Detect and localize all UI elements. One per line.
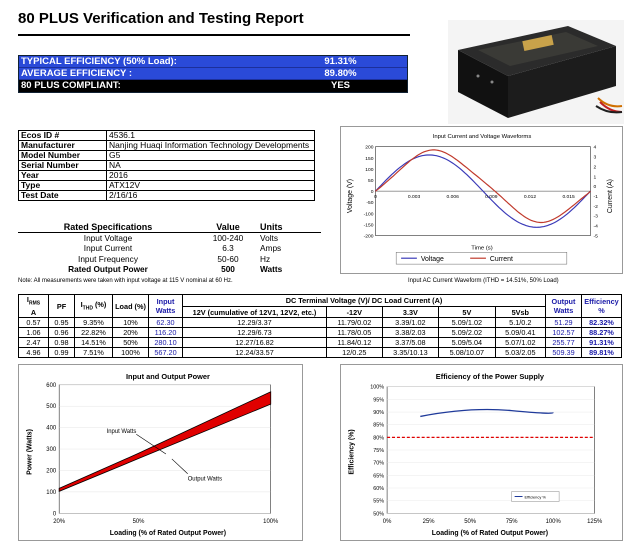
- info-key: Test Date: [19, 191, 107, 201]
- info-row: [19, 151, 315, 161]
- info-key: Manufacturer: [19, 141, 107, 151]
- spec-row: [18, 233, 321, 244]
- waveform-x-label: Time (s): [471, 245, 493, 252]
- measurement-note: Note: All measurements were taken with input voltage at 115 V nominal at 60 Hz.: [18, 278, 233, 284]
- efficiency-y-label: Efficiency (%): [348, 429, 356, 475]
- pf-header: PF: [49, 295, 75, 318]
- spec-header-name: Rated Specifications: [18, 222, 198, 233]
- time-axis-ticks: [374, 194, 575, 200]
- power-x-tick: 20%: [53, 519, 66, 526]
- output-watts-pointer: [172, 459, 188, 474]
- input-watts-header: Input Watts: [149, 295, 183, 318]
- title-divider: [18, 34, 410, 36]
- power-y-tick: 400: [46, 425, 57, 432]
- waveform-y-tick: -200: [363, 234, 374, 240]
- irms-header: $I_{RMS}$ A: [19, 295, 49, 318]
- waveform-x-tick: 0.009: [485, 195, 498, 201]
- info-key: Model Number: [19, 151, 107, 161]
- table-row: 1.06 0.96 22.82% 20% 116.20 12.29/6.73 11.78/0.05 3.38/2.03 5.09/2.02 5.09/0.41 102.57 88.27%: [19, 328, 622, 338]
- info-row: [19, 181, 315, 191]
- waveform-y2-label: Current (A): [607, 179, 615, 214]
- waveform-chart: [340, 126, 623, 274]
- waveform-y2-tick: -3: [593, 214, 598, 220]
- spec-value: 100-240: [212, 233, 244, 243]
- waveform-y-tick: 150: [365, 156, 374, 162]
- power-x-ticks: [53, 519, 279, 525]
- voltage-axis-ticks: [364, 145, 374, 240]
- spec-value: 50-60: [217, 253, 239, 264]
- dc-header-row-1: [19, 295, 622, 307]
- efficiency-y-tick: 90%: [373, 410, 385, 417]
- waveform-x-tick: 0.015: [562, 195, 575, 201]
- efficiency-legend-label: Efficiency %: [524, 494, 546, 500]
- compliance-label: 80 PLUS COMPLIANT:: [21, 80, 121, 91]
- power-y-tick: 100: [46, 489, 57, 496]
- spec-name: Input Frequency: [78, 253, 138, 264]
- spec-row: [18, 264, 321, 275]
- efficiency-x-label: Loading (% of Rated Output Power): [431, 530, 549, 538]
- efficiency-y-tick: 55%: [373, 498, 385, 505]
- info-value: G5: [107, 151, 315, 161]
- v5-header: 5V: [439, 306, 495, 318]
- load-header: Load (%): [113, 295, 149, 318]
- efficiency-y-tick: 95%: [373, 397, 385, 404]
- info-value: 2/16/16: [107, 191, 315, 201]
- output-watts-annotation: Output Watts: [187, 476, 223, 483]
- waveform-x-tick: 0.012: [523, 195, 537, 201]
- table-row: 4.96 0.99 7.51% 100% 567.20 12.24/33.57 12/0.25 3.35/10.13 5.08/10.07 5.03/2.05 509.39 89.81%: [19, 348, 622, 358]
- input-watts-annotation: Input Watts: [106, 429, 137, 436]
- typical-efficiency-label: TYPICAL EFFICIENCY (50% Load):: [21, 56, 177, 67]
- waveform-y2-tick: -4: [593, 224, 598, 230]
- info-value: NA: [107, 161, 315, 171]
- efficiency-y-tick: 100%: [370, 384, 385, 391]
- v33-header: 3.3V: [382, 306, 438, 318]
- info-value: ATX12V: [107, 181, 315, 191]
- efficiency-y-ticks: [370, 385, 384, 518]
- efficiency-y-tick: 80%: [373, 435, 385, 442]
- spec-name: Input Voltage: [83, 233, 133, 243]
- ithd-header: $I_{THD}$ (%): [75, 295, 113, 318]
- info-key: Ecos ID #: [19, 131, 107, 141]
- waveform-y2-tick: 1: [593, 175, 597, 181]
- waveform-y-tick: 50: [367, 178, 374, 184]
- spec-row: [18, 254, 321, 265]
- efficiency-y-tick: 60%: [373, 485, 385, 492]
- waveform-y2-tick: 4: [593, 145, 597, 151]
- waveform-y-tick: -150: [363, 223, 374, 229]
- power-chart-grid: [59, 385, 271, 514]
- waveform-x-tick: 0.006: [446, 195, 459, 201]
- waveform-y2-tick: -1: [593, 195, 598, 201]
- waveform-y2-tick: 3: [593, 155, 597, 161]
- current-legend-label: Current: [489, 256, 513, 264]
- power-y-tick: 600: [46, 382, 57, 389]
- spec-name: Input Current: [83, 243, 133, 254]
- vm12-header: -12V: [327, 306, 383, 318]
- page-title: 80 PLUS Verification and Testing Report: [18, 10, 304, 27]
- power-y-tick: 300: [46, 447, 57, 454]
- waveform-x-tick: 0.003: [407, 195, 421, 201]
- spec-header-value: Value: [198, 222, 258, 233]
- efficiency-chart: [340, 364, 623, 541]
- efficiency-header: Efficiency %: [582, 295, 622, 318]
- power-chart-title: Input and Output Power: [125, 371, 210, 381]
- efficiency-x-tick: 0%: [382, 519, 392, 526]
- power-x-label: Loading (% of Rated Output Power): [109, 530, 227, 538]
- spec-value: 6.3: [222, 243, 234, 254]
- current-axis-ticks: [593, 145, 598, 240]
- waveform-y2-tick: 0: [593, 185, 597, 191]
- spec-unit: Hz: [260, 253, 271, 264]
- info-row: [19, 191, 315, 201]
- efficiency-series-line: [420, 410, 553, 417]
- spec-row: [18, 243, 321, 254]
- v5sb-header: 5Vsb: [495, 306, 545, 318]
- waveform-y-tick: 200: [365, 145, 374, 151]
- efficiency-y-tick: 50%: [373, 511, 385, 518]
- average-efficiency-row: [19, 68, 407, 80]
- dc-load-table: [18, 294, 622, 358]
- power-y-tick: 500: [46, 404, 57, 411]
- info-key: Year: [19, 171, 107, 181]
- info-key: Type: [19, 181, 107, 191]
- waveform-caption: Input AC Current Waveform (ITHD = 14.51%, 50% Load): [408, 278, 559, 284]
- compliance-row: [19, 80, 407, 92]
- power-x-tick: 50%: [132, 519, 145, 526]
- waveform-y-tick: -50: [366, 201, 374, 207]
- spec-header-row: [18, 222, 321, 233]
- spec-unit: Volts: [260, 233, 278, 243]
- unit-info-table: [18, 130, 315, 201]
- spec-header-units: Units: [258, 222, 321, 233]
- efficiency-x-tick: 25%: [422, 519, 435, 526]
- input-output-power-chart: [18, 364, 303, 541]
- waveform-y-tick: 0: [370, 190, 374, 196]
- info-value: Nanjing Huaqi Information Technology Developments: [107, 141, 315, 151]
- info-key: Serial Number: [19, 161, 107, 171]
- efficiency-y-tick: 70%: [373, 460, 385, 467]
- spec-value: 500: [221, 264, 235, 275]
- power-y-label: Power (Watts): [26, 429, 34, 475]
- voltage-legend-label: Voltage: [420, 256, 444, 264]
- info-row: [19, 141, 315, 151]
- power-y-tick: 200: [46, 468, 57, 475]
- efficiency-x-tick: 100%: [545, 519, 561, 526]
- average-efficiency-label: AVERAGE EFFICIENCY :: [21, 68, 133, 79]
- info-value: 2016: [107, 171, 315, 181]
- rated-specifications-table: [18, 222, 321, 275]
- waveform-y-tick: 100: [365, 167, 374, 173]
- efficiency-x-ticks: [383, 519, 603, 525]
- power-y-ticks: [46, 383, 57, 518]
- info-row: [19, 131, 315, 141]
- info-row: [19, 161, 315, 171]
- efficiency-chart-grid: [387, 387, 595, 514]
- typical-efficiency-value: 91.31%: [324, 56, 357, 67]
- current-series-line: [375, 150, 590, 223]
- table-row: 0.57 0.95 9.35% 10% 62.30 12.29/3.37 11.79/0.02 3.39/1.02 5.09/1.02 5.1/0.2 51.29 82.32%: [19, 318, 622, 328]
- waveform-y2-tick: -5: [593, 234, 598, 240]
- power-x-tick: 100%: [263, 519, 279, 526]
- output-watts-header: Output Watts: [546, 295, 582, 318]
- efficiency-x-tick: 125%: [587, 519, 603, 526]
- waveform-y2-tick: -2: [593, 204, 598, 210]
- waveform-y-tick: -100: [363, 212, 374, 218]
- waveform-title: Input Current and Voltage Waveforms: [432, 133, 532, 140]
- spec-unit: Amps: [260, 243, 282, 254]
- power-loss-area: [59, 392, 271, 492]
- average-efficiency-value: 89.80%: [324, 68, 357, 79]
- efficiency-y-tick: 85%: [373, 422, 385, 429]
- compliance-value: YES: [330, 80, 350, 91]
- waveform-x-tick: 0: [374, 195, 377, 201]
- spec-unit: Watts: [260, 264, 283, 275]
- info-value: 4536.1: [107, 131, 315, 141]
- efficiency-x-tick: 50%: [464, 519, 477, 526]
- efficiency-y-tick: 65%: [373, 473, 385, 480]
- waveform-y2-tick: 2: [593, 165, 597, 171]
- dc-terminal-header: DC Terminal Voltage (V)/ DC Load Current (A): [183, 295, 546, 307]
- v12-header: 12V (cumulative of 12V1, 12V2, etc.): [183, 306, 327, 318]
- power-y-tick: 0: [52, 511, 57, 518]
- waveform-y-label: Voltage (V): [346, 179, 354, 214]
- efficiency-x-tick: 75%: [505, 519, 518, 526]
- power-supply-photo: [448, 20, 624, 124]
- typical-efficiency-row: [19, 56, 407, 68]
- spec-name: Rated Output Power: [68, 264, 148, 275]
- efficiency-y-tick: 75%: [373, 448, 385, 455]
- efficiency-chart-title: Efficiency of the Power Supply: [435, 371, 545, 381]
- efficiency-summary: [18, 55, 408, 93]
- info-row: [19, 171, 315, 181]
- table-row: 2.47 0.98 14.51% 50% 280.10 12.27/16.82 11.84/0.12 3.37/5.08 5.09/5.04 5.07/1.02 255.77 91.31%: [19, 338, 622, 348]
